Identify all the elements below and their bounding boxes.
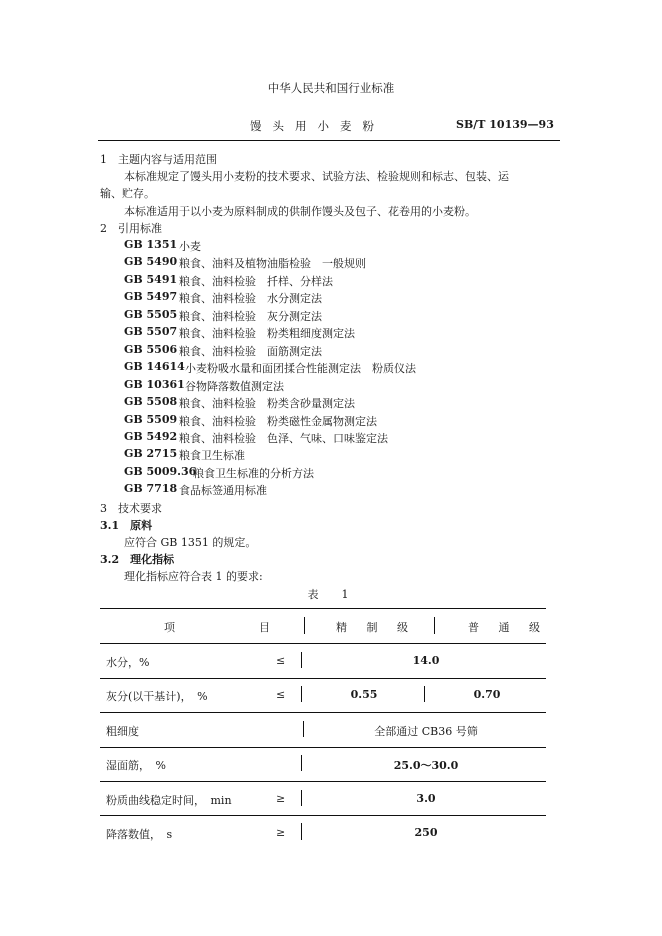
section-3-2-text: 理化指标应符合表 1 的要求: [124,570,263,583]
reference-title: 粮食、油料检验 水分测定法 [179,292,322,305]
table-divider [304,617,305,634]
section-1-heading: 1 主题内容与适用范围 [100,153,217,166]
table-row-item: 粗细度 [106,725,139,738]
reference-title: 粮食、油料检验 粉类磁性金属物测定法 [179,415,377,428]
section-1-paragraph-1: 本标准规定了馒头用小麦粉的技术要求、试验方法、检验规则和标志、包装、运 [124,170,509,183]
standard-number: SB/T 10139—93 [456,118,554,131]
table-divider [301,755,302,771]
table-row-symbol: ≥ [276,792,286,805]
reference-code: GB 14614 [124,360,185,373]
reference-title: 粮食、油料检验 灰分测定法 [179,310,322,323]
table-row-fine-value: 0.55 [350,688,378,701]
table-divider [424,686,425,702]
reference-code: GB 1351 [124,238,178,251]
reference-code: GB 5491 [124,273,178,286]
table-divider [301,823,302,840]
section-1-paragraph-1-cont: 输、贮存。 [100,187,155,200]
table-row-value: 250 [414,826,438,839]
standard-category-title: 中华人民共和国行业标准 [267,81,395,95]
table-rule [100,815,546,816]
reference-title: 粮食、油料检验 面筋测定法 [179,345,322,358]
reference-title: 粮食、油料检验 色泽、气味、口味鉴定法 [179,432,388,445]
section-3-heading: 3 技术要求 [100,502,162,515]
section-3-1-text: 应符合 GB 1351 的规定。 [124,536,257,549]
reference-title: 粮食卫生标准的分析方法 [193,467,314,480]
reference-code: GB 5497 [124,290,178,303]
table-row-value: 3.0 [416,792,436,805]
table-divider [434,617,435,634]
table-row-item: 湿面筋， % [106,759,166,772]
header-item: 项 目 [164,621,278,634]
reference-code: GB 10361 [124,378,185,391]
header-standard-grade: 普 通 级 [468,621,548,634]
table-row-value: 14.0 [412,654,440,667]
table-caption: 表 1 [307,588,355,601]
reference-title: 小麦粉吸水量和面团揉合性能测定法 粉质仪法 [185,362,416,375]
reference-title: 粮食、油料检验 粉类含砂量测定法 [179,397,355,410]
reference-code: GB 5506 [124,343,178,356]
reference-code: GB 5492 [124,430,178,443]
reference-code: GB 5505 [124,308,178,321]
reference-title: 粮食、油料及植物油脂检验 一般规则 [179,257,366,270]
reference-code: GB 5508 [124,395,178,408]
table-divider [303,721,304,737]
reference-code: GB 2715 [124,447,178,460]
table-row-symbol: ≤ [276,654,286,667]
table-divider [301,790,302,806]
header-divider [98,140,560,141]
table-rule [100,712,546,713]
table-row-value: 25.0～30.0 [393,759,459,772]
table-row-symbol: ≥ [276,826,286,839]
reference-title: 粮食、油料检验 粉类粗细度测定法 [179,327,355,340]
section-3-2-heading: 3.2 理化指标 [100,553,175,566]
table-rule [100,678,546,679]
reference-title: 粮食、油料检验 扦样、分样法 [179,275,333,288]
reference-code: GB 5490 [124,255,178,268]
table-rule [100,781,546,782]
section-3-1-heading: 3.1 原料 [100,519,153,532]
header-fine-grade: 精 制 级 [336,621,416,634]
table-row-value: 全部通过 CB36 号筛 [374,725,478,738]
table-rule [100,747,546,748]
section-1-paragraph-2: 本标准适用于以小麦为原料制成的供制作馒头及包子、花卷用的小麦粉。 [124,205,476,218]
reference-title: 谷物降落数值测定法 [185,380,284,393]
table-row-standard-value: 0.70 [473,688,501,701]
table-row-item: 粉质曲线稳定时间， min [106,794,232,807]
table-rule [100,608,546,609]
reference-title: 小麦 [179,240,201,253]
table-row-item: 降落数值， s [106,828,173,841]
table-row-item: 灰分(以干基计)， % [106,690,208,703]
reference-title: 粮食卫生标准 [179,449,245,462]
table-row-symbol: ≤ [276,688,286,701]
reference-code: GB 5507 [124,325,178,338]
table-divider [301,686,302,702]
table-divider [301,652,302,668]
table-rule [100,643,546,644]
section-2-heading: 2 引用标准 [100,222,162,235]
table-row-item: 水分，% [106,656,150,669]
reference-code: GB 5009.36 [124,465,197,478]
document-title: 馒头用小麦粉 [250,119,385,133]
reference-code: GB 5509 [124,413,178,426]
reference-code: GB 7718 [124,482,178,495]
reference-title: 食品标签通用标准 [179,484,267,497]
